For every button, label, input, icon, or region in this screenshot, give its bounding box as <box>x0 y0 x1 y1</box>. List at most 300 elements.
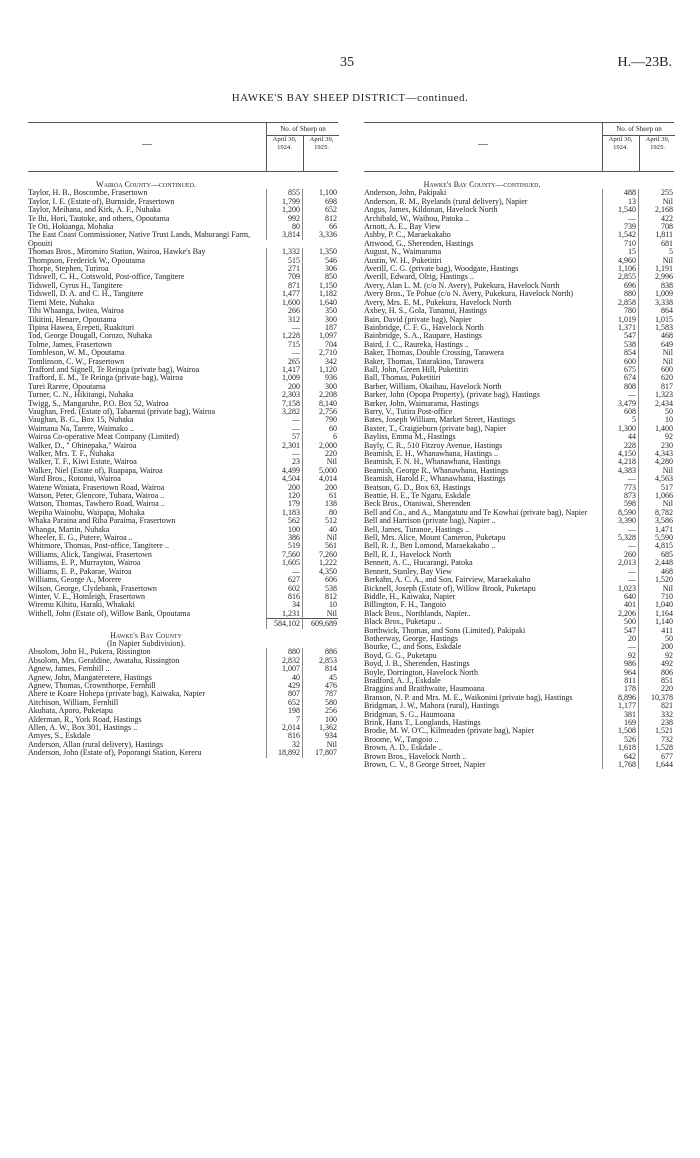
sheep-1924: — <box>602 576 638 584</box>
sheep-1925: 468 <box>638 332 674 340</box>
sheep-1925: 100 <box>302 716 338 724</box>
owner-name: Baker, Thomas, Tatarakino, Tarawera <box>364 357 484 366</box>
sheep-1924: 710 <box>602 240 638 248</box>
owner-name: Wairoa County—continued. <box>96 180 196 189</box>
sheep-1924: 4,504 <box>266 475 302 483</box>
owner-name: Braggins and Braithwaite, Haumoana <box>364 685 485 694</box>
sheep-1925: 8,140 <box>302 400 338 408</box>
owner-name: Bell, R. J., Ben Lomond, Maraekakaho .. <box>364 542 496 551</box>
owner-name: Boyd, J. B., Sherenden, Hastings <box>364 660 470 669</box>
owner-name: Broome, W., Tangoio .. <box>364 735 439 744</box>
sheep-1924: 816 <box>266 732 302 740</box>
owner-name: Tidswell, D. A. and C. H., Tangitere <box>28 290 144 299</box>
sheep-1925: 40 <box>302 526 338 534</box>
owner-name: Bourke, C., and Sons, Eskdale <box>364 643 462 652</box>
sheep-1924: 1,007 <box>266 665 302 673</box>
sheep-1924: — <box>602 542 638 550</box>
owner-name: Angus, James, Kildonan, Havelock North <box>364 206 498 215</box>
sheep-1924: 198 <box>266 707 302 715</box>
sheep-1924: 3,479 <box>602 400 638 408</box>
table-row <box>28 610 338 618</box>
sheep-1925: 1,811 <box>638 231 674 239</box>
sheep-1924: 642 <box>602 753 638 761</box>
sheep-1924: 1,019 <box>602 316 638 324</box>
owner-name: Vaughan, Fred. (Estate of), Tahaenui (private bag), Wairoa <box>28 407 216 416</box>
owner-name: Williams, Alick, Tangiwai, Frasertown <box>28 550 152 559</box>
owner-name: Anderson, John, Pakipaki <box>364 189 447 198</box>
owner-name: Williams, George A., Morere <box>28 576 122 585</box>
sheep-1925: 7,260 <box>302 551 338 559</box>
sheep-1925: 92 <box>638 433 674 441</box>
sheep-1925: 4,563 <box>638 475 674 483</box>
sheep-1925: Nil <box>638 467 674 475</box>
owner-name: Austin, W. H., Puketitiri <box>364 256 442 265</box>
owner-name: Whaka Paraina and Riha Paraima, Frasertown <box>28 517 176 526</box>
owner-name: Walker, Mrs. T. F., Nuhaka <box>28 450 115 458</box>
sheep-1924: 4,150 <box>602 450 638 458</box>
sheep-1925: 934 <box>302 732 338 740</box>
sheep-1925: 220 <box>302 450 338 458</box>
sheep-1925: 4,815 <box>638 542 674 550</box>
sheep-1925: 50 <box>638 635 674 643</box>
sheep-1925: 50 <box>638 408 674 416</box>
sheep-1924: 32 <box>266 741 302 749</box>
sheep-1924: — <box>602 526 638 534</box>
owner-name: Hawke's Bay County—continued. <box>423 180 541 189</box>
sheep-1925: 2,168 <box>638 206 674 214</box>
sheep-1924: 228 <box>602 442 638 450</box>
owner-name: Agnew, John, Mangateretere, Hastings <box>28 673 152 682</box>
sheep-1924: 3,282 <box>266 408 302 416</box>
sheep-1924: 1,332 <box>266 248 302 256</box>
owner-name: August, N., Waimarama <box>364 248 442 257</box>
sheep-1924: 429 <box>266 682 302 690</box>
sheep-1924: 808 <box>602 383 638 391</box>
column-header-1924: April 30, 1924. <box>272 136 297 151</box>
sheep-1925: 2,853 <box>302 657 338 665</box>
owner-name: Withell, John (Estate of), Willow Bank, Opoutama <box>28 609 191 618</box>
sheep-1924: 992 <box>266 215 302 223</box>
owner-name: Taylor, I. E. (Estate of), Burnside, Frasertown <box>28 197 175 206</box>
left-rows <box>28 178 338 758</box>
sheep-1924: 7,158 <box>266 400 302 408</box>
owner-name: Anderson, R. M., Ryelands (rural delivery), Napier <box>364 197 528 206</box>
sheep-1924: 811 <box>602 677 638 685</box>
owner-name: Boyle, Dorrington, Havelock North <box>364 668 478 677</box>
sheep-1924: — <box>602 391 638 399</box>
sheep-1924: 92 <box>602 652 638 660</box>
owner-name: Walker, Niel (Estate of), Ruapapa, Wairoa <box>28 466 163 475</box>
owner-name: Billington, F. H., Tangoio <box>364 601 446 610</box>
sheep-1924: 547 <box>602 332 638 340</box>
owner-name: Branson, N. P. and Mrs. M. E., Waikonini (private bag), Hastings <box>364 693 573 702</box>
sheep-1925: 864 <box>638 307 674 315</box>
sheep-1924: 1,417 <box>266 366 302 374</box>
page-number: 35 <box>340 55 354 70</box>
sheep-1925: 886 <box>302 648 338 656</box>
sheep-1925: 649 <box>638 341 674 349</box>
sheep-1924: — <box>266 416 302 424</box>
sheep-1925: 492 <box>638 660 674 668</box>
owner-name: Bell, James, Turanoe, Hastings .. <box>364 525 470 534</box>
sheep-1925: Nil <box>638 349 674 357</box>
sheep-1925: 238 <box>638 719 674 727</box>
owner-name: Tiemi Mete, Nuhaka <box>28 298 95 307</box>
sheep-1924: 7 <box>266 716 302 724</box>
sheep-1924: 880 <box>602 290 638 298</box>
column-header-group <box>602 123 675 171</box>
sheep-1924: — <box>266 349 302 357</box>
column-header-group-label: No. of Sheep on <box>603 123 675 136</box>
owner-name: Avery, Mrs. E. M., Pukekura, Havelock North <box>364 298 512 307</box>
sheep-1925: Nil <box>302 534 338 542</box>
sheep-1925: 256 <box>302 707 338 715</box>
sheep-1925: 787 <box>302 690 338 698</box>
owner-name: Bayly, C. R., 510 Fitzroy Avenue, Hastings <box>364 441 503 450</box>
sheep-1924: 4,383 <box>602 467 638 475</box>
sheep-1925: 10 <box>638 416 674 424</box>
document-reference: H.—23B. <box>617 55 672 70</box>
owner-name: Walker, D., " Ohinepaka," Wairoa <box>28 441 137 450</box>
sheep-1924: 1,540 <box>602 206 638 214</box>
sheep-1925: 8,782 <box>638 509 674 517</box>
owner-name: Te Oti, Hokianga, Mohaka <box>28 223 114 232</box>
sheep-1925: 580 <box>302 699 338 707</box>
sheep-1925: Nil <box>302 458 338 466</box>
sheep-1925: 300 <box>302 316 338 324</box>
sheep-1925: Nil <box>302 610 338 618</box>
sheep-1925: 1,100 <box>302 189 338 197</box>
sheep-1925: 4,280 <box>638 458 674 466</box>
sheep-1925: 3,336 <box>302 231 338 239</box>
sheep-1925: 5 <box>638 248 674 256</box>
sheep-1925: 1,140 <box>638 618 674 626</box>
owner-name: Arnott, A. E., Bay View <box>364 223 441 232</box>
owner-name: Beamish, E. H., Whanawhana, Hastings .. <box>364 450 499 458</box>
sheep-1924: 2,301 <box>266 442 302 450</box>
owner-name: Tidswell, C. H., Cotswold, Post-office, Tangitere <box>28 273 185 282</box>
table-row <box>28 231 338 248</box>
owner-name: Bain, David (private bag), Napier <box>364 315 472 324</box>
sheep-1924: 1,605 <box>266 559 302 567</box>
owner-name: Wilson, George, Clydebank, Frasertown <box>28 584 157 593</box>
sheep-1925: 1,015 <box>638 316 674 324</box>
sheep-1925: 1,520 <box>638 576 674 584</box>
sheep-1925: 342 <box>302 358 338 366</box>
sheep-1925: 677 <box>638 753 674 761</box>
owner-name: Archibald, W., Waihou, Patoka .. <box>364 214 469 223</box>
owner-name: Brink, Hans T., Longlands, Hastings <box>364 719 481 727</box>
sheep-1924: 1,542 <box>602 231 638 239</box>
owner-name: Watson, Thomas, Tawhero Road, Wairoa .. <box>28 500 165 509</box>
sheep-1925: 476 <box>302 682 338 690</box>
sheep-1925: 200 <box>302 484 338 492</box>
owner-name: Bates, Joseph William, Market Street, Hastings <box>364 416 516 425</box>
left-column <box>28 122 338 758</box>
sheep-1924: 1,023 <box>602 585 638 593</box>
sheep-1924: 2,855 <box>602 273 638 281</box>
sheep-1924: 5 <box>602 416 638 424</box>
sheep-1925: 332 <box>638 711 674 719</box>
owner-name: Vaughan, B. G., Box 15, Nuhaka <box>28 416 134 425</box>
sheep-1924: 2,013 <box>602 559 638 567</box>
sheep-1925: 2,756 <box>302 408 338 416</box>
sheep-1925: 821 <box>638 702 674 710</box>
sheep-1925: 5,590 <box>638 534 674 542</box>
sheep-1925: 1,164 <box>638 610 674 618</box>
sheep-1925: 600 <box>638 366 674 374</box>
sheep-1925: 80 <box>302 509 338 517</box>
sheep-1925: 3,338 <box>638 299 674 307</box>
sheep-1925: 812 <box>302 215 338 223</box>
owner-name: Thomas Bros., Miromiro Station, Wairoa, Hawke's Bay <box>28 248 206 257</box>
sheep-1925: 2,448 <box>638 559 674 567</box>
owner-name: Bridgman, J. W., Mahora (rural), Hastings <box>364 702 500 711</box>
sheep-1924: 265 <box>266 358 302 366</box>
sheep-1924: 526 <box>602 736 638 744</box>
sheep-1924: 873 <box>602 492 638 500</box>
sheep-1924: 538 <box>602 341 638 349</box>
owner-name: Alderman, R., York Road, Hastings <box>28 715 142 724</box>
owner-name: Baker, Thomas, Double Crossing, Tarawera <box>364 349 504 358</box>
table-row <box>364 761 674 769</box>
owner-name: Twigg, S., Mangaruhe, P.O. Box 52, Wairoa <box>28 399 169 408</box>
owner-name: Averill, C. G. (private bag), Woodgate, Hastings <box>364 265 519 274</box>
owner-name: Whitmore, Thomas, Post-office, Tangitere .. <box>28 542 169 551</box>
sheep-1925: 1,521 <box>638 727 674 735</box>
sheep-1924: — <box>266 324 302 332</box>
sheep-1924: 652 <box>266 699 302 707</box>
owner-name: Bridgman, S. G., Haumoana <box>364 710 455 719</box>
owner-name: Whanga, Martin, Nuhaka <box>28 525 110 534</box>
owner-name: Trafford, E. M., Te Reinga (private bag), Wairoa <box>28 374 183 383</box>
sheep-1925: 92 <box>638 652 674 660</box>
sheep-1925: 422 <box>638 215 674 223</box>
sheep-1924: 1,477 <box>266 290 302 298</box>
page-title: HAWKE'S BAY SHEEP DISTRICT—continued. <box>231 92 469 104</box>
sheep-1925: 2,710 <box>302 349 338 357</box>
sheep-1924: 598 <box>602 500 638 508</box>
owner-name: Barry, V., Tutira Post-office <box>364 407 453 416</box>
owner-name: Turner, C. N., Hikitangi, Nuhaka <box>28 391 134 400</box>
sheep-1924: 266 <box>266 307 302 315</box>
sheep-1924: 627 <box>266 576 302 584</box>
sheep-1924: — <box>602 568 638 576</box>
owner-name: Ashby, P. C., Maraekakaho <box>364 231 451 240</box>
sheep-1924: 1,106 <box>602 265 638 273</box>
owner-name: Tikitini, Henare, Opoutama <box>28 315 117 324</box>
owner-name: Bell and Co., and A., Mangatutu and Te Kowhai (private bag), Napier <box>364 508 588 517</box>
sheep-1925: 685 <box>638 551 674 559</box>
owner-name: Bell and Harrison (private bag), Napier .. <box>364 517 496 526</box>
column-header-group <box>266 123 339 171</box>
right-column <box>364 122 674 769</box>
sheep-1925: 710 <box>638 593 674 601</box>
owner-name: Beatson, G. D., Box 63, Hastings <box>364 483 471 492</box>
sheep-1924: 23 <box>266 458 302 466</box>
sheep-1924: 584,102 <box>266 618 302 628</box>
sheep-1925: 1,066 <box>638 492 674 500</box>
sheep-1925: Nil <box>638 500 674 508</box>
sheep-1924: 519 <box>266 542 302 550</box>
sheep-1924: 34 <box>266 601 302 609</box>
sheep-1925: 1,222 <box>302 559 338 567</box>
column-header-name: — <box>142 139 152 150</box>
sheep-1924: 964 <box>602 669 638 677</box>
sheep-1924: 271 <box>266 265 302 273</box>
sheep-1924: 381 <box>602 711 638 719</box>
owner-name: Botherway, George, Hastings <box>364 634 458 643</box>
sheep-1924: 674 <box>602 374 638 382</box>
owner-name: Trafford and Signell, Te Reinga (private bag), Wairoa <box>28 365 200 374</box>
sheep-1925: 1,640 <box>302 299 338 307</box>
sheep-1925: 45 <box>302 674 338 682</box>
owner-name: Bainbridge, S. A., Raupare, Hastings <box>364 332 482 341</box>
owner-name: Baxter, T., Craigieburn (private bag), Napier <box>364 424 507 433</box>
owner-name: Hawke's Bay County <box>110 630 182 640</box>
sheep-1925: 1,471 <box>638 526 674 534</box>
owner-name: Bainbridge, C. F. G., Havelock North <box>364 323 484 332</box>
owner-name: Barker, John, Waimarama, Hastings <box>364 399 479 408</box>
sheep-1924: 8,896 <box>602 694 638 702</box>
sheep-1924: — <box>602 475 638 483</box>
sheep-1925: 561 <box>302 542 338 550</box>
owner-name: Ward Bros., Rotonui, Wairoa <box>28 475 121 484</box>
sheep-1924: 1,799 <box>266 198 302 206</box>
owner-name: Williams, E. P., Murrayton, Wairoa <box>28 559 141 568</box>
sheep-1924: — <box>266 568 302 576</box>
owner-name: Beck Bros., Otaniwai, Sherenden <box>364 500 471 509</box>
owner-name: Barber, William, Okaihau, Havelock North <box>364 382 502 391</box>
sheep-1924: 169 <box>602 719 638 727</box>
sheep-1924: 500 <box>602 618 638 626</box>
sheep-1924: 120 <box>266 492 302 500</box>
sheep-1924: 602 <box>266 585 302 593</box>
sheep-1924: 488 <box>602 189 638 197</box>
sheep-1925: 17,807 <box>302 749 338 757</box>
sheep-1924: 1,228 <box>266 332 302 340</box>
owner-name: Black Bros., Northlands, Napier.. <box>364 609 471 618</box>
sheep-1924: 401 <box>602 601 638 609</box>
sheep-1924: 260 <box>602 551 638 559</box>
sheep-1925: 4,343 <box>638 450 674 458</box>
sheep-1924: 1,618 <box>602 744 638 752</box>
sheep-1925: 1,323 <box>638 391 674 399</box>
owner-name: Avery Bros., Te Pohue (c/o N. Avery, Pukekura, Havelock North) <box>364 290 574 299</box>
owner-name: Aitchison, William, Fernhill <box>28 698 119 707</box>
owner-name: Tomlinson, C. W., Frasertown <box>28 357 125 366</box>
sheep-1925: 1,040 <box>638 601 674 609</box>
sheep-1925: 61 <box>302 492 338 500</box>
sheep-1925: 652 <box>302 206 338 214</box>
owner-name: Boyd, G. G., Puketapu <box>364 651 437 660</box>
owner-name: Axbey, H. S., Gola, Tunanui, Hastings <box>364 307 487 316</box>
sheep-1925: 66 <box>302 223 338 231</box>
owner-name: Tidswell, Cyrus H., Tangitere <box>28 281 123 290</box>
owner-name: Agnew, James, Fernhill .. <box>28 665 110 674</box>
sheep-1925: 1,644 <box>638 761 674 769</box>
owner-name: Agnew, Thomas, Crownthorpe, Fernhill <box>28 681 156 690</box>
sheep-1925: 2,208 <box>302 391 338 399</box>
sheep-1924: 816 <box>266 593 302 601</box>
owner-name: Akuhata, Aporo, Puketapu <box>28 707 113 716</box>
column-header-1924: April 30, 1924. <box>608 136 633 151</box>
sheep-1924: 3,814 <box>266 231 302 239</box>
owner-name: Watene Winiata, Frasertown Road, Wairoa <box>28 483 165 492</box>
owner-name: Beamish, George R., Whanawhana, Hastings <box>364 466 509 475</box>
sheep-1924: 709 <box>266 273 302 281</box>
sheep-1925: 138 <box>302 500 338 508</box>
owner-name: Beattie, H. E., Te Ngaru, Eskdale <box>364 492 471 501</box>
sheep-1924: 880 <box>266 648 302 656</box>
sheep-1924: 312 <box>266 316 302 324</box>
owner-name: Ahere te Koare Hohepa (private bag), Kaiwaka, Napier <box>28 690 206 699</box>
sheep-1924: 2,858 <box>602 299 638 307</box>
sheep-1924: 854 <box>602 349 638 357</box>
sheep-1925: 3,586 <box>638 517 674 525</box>
owner-name: Bell, Mrs. Alice, Mount Cameron, Puketapu <box>364 534 506 543</box>
sheep-1925: 350 <box>302 307 338 315</box>
sheep-1925: 790 <box>302 416 338 424</box>
owner-name: Taylor, H. B., Boscombe, Frasertown <box>28 189 148 198</box>
sheep-1925: 230 <box>638 442 674 450</box>
column-header <box>364 122 674 172</box>
sheep-1924: — <box>266 450 302 458</box>
sheep-1924: 807 <box>266 690 302 698</box>
sheep-1925: 10 <box>302 601 338 609</box>
sheep-1924: 547 <box>602 627 638 635</box>
owner-name: Barker, John (Opopa Property), (private bag), Hastings <box>364 391 540 400</box>
sheep-1924: 7,560 <box>266 551 302 559</box>
owner-name: Anderson, Allan (rural delivery), Hastings <box>28 740 164 749</box>
sheep-1925: 517 <box>638 484 674 492</box>
sheep-1925: Nil <box>638 358 674 366</box>
sheep-1924: 515 <box>266 257 302 265</box>
sheep-1925: 538 <box>302 585 338 593</box>
sheep-1924: 179 <box>266 500 302 508</box>
column-header-1925: April 30, 1925. <box>303 136 339 171</box>
sheep-1924: — <box>602 215 638 223</box>
sheep-1924: 600 <box>602 358 638 366</box>
sheep-1925: 306 <box>302 265 338 273</box>
owner-name: Te Ihi, Hori, Tautoke, and others, Opoutama <box>28 214 170 223</box>
sheep-1924: — <box>602 643 638 651</box>
owner-name: Amyes, S., Eskdale <box>28 732 91 741</box>
sheep-1925: 851 <box>638 677 674 685</box>
sheep-1924: 57 <box>266 433 302 441</box>
owner-name: Borthwick, Thomas, and Sons (Limited), Pakipaki <box>364 626 526 635</box>
sheep-1924: 4,499 <box>266 467 302 475</box>
sheep-1925: 411 <box>638 627 674 635</box>
owner-name: Bradford, A. J., Eskdale <box>364 676 441 685</box>
sheep-1924: 608 <box>602 408 638 416</box>
sheep-1925: 2,996 <box>638 273 674 281</box>
owner-name: Winter, V. E., Homleigh, Frasertown <box>28 592 146 601</box>
owner-name: Brown, C. V., 8 George Street, Napier <box>364 761 486 770</box>
sheep-1925: 1,150 <box>302 282 338 290</box>
sheep-1924: 100 <box>266 526 302 534</box>
owner-name: Thorpe, Stephen, Turiroa <box>28 265 109 274</box>
sheep-1925: 187 <box>302 324 338 332</box>
sheep-1925: 1,120 <box>302 366 338 374</box>
sheep-1925: 698 <box>302 198 338 206</box>
sheep-1924: 15 <box>602 248 638 256</box>
sheep-1924: 178 <box>602 685 638 693</box>
sheep-1924: 780 <box>602 307 638 315</box>
owner-name: Absolom, John H., Pukera, Rissington <box>28 648 151 657</box>
owner-name: Averill, Edward, Olrig, Hastings .. <box>364 273 474 282</box>
sheep-1924: 4,218 <box>602 458 638 466</box>
